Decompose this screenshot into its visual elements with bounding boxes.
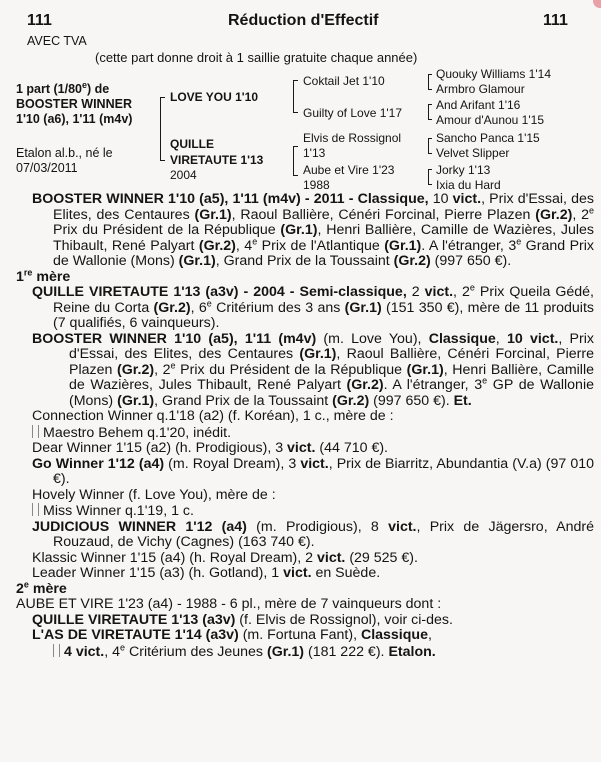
share-note: (cette part donne droit à 1 saillie gratuite chaque année): [95, 50, 418, 65]
pedigree-sire-sire: Coktail Jet 1'10: [303, 74, 385, 88]
produce-go-winner: Go Winner 1'12 (a4) (m. Royal Dream), 3 vict., Prix de Biarritz, Abundantia (V.a) (97 010 €).: [32, 455, 594, 487]
horse-performance: BOOSTER WINNER 1'10 (a5), 1'11 (m4v) - 2011 - Classique, 10 vict., Prix d'Essai, des Elites, des Centaures (Gr.1), Raoul Ballière, Cénéri Forcinal, Pierre Plazen (Gr.2), 2e Prix du Président de la République (Gr.1), Henri Ballière, Camille de Wazières, Jules Thibault, René Palyart (Gr.2), 4e Prix de l'Atlantique (Gr.1). A l'étranger, 3e Grand Prix de Wallonie (Mons) (Gr.1), Grand Prix de la Toussaint (Gr.2) (997 650 €).: [32, 191, 595, 269]
pedigree-sdd: Amour d'Aunou 1'15: [436, 113, 544, 127]
section-first-dam: 1re mère: [16, 266, 71, 285]
dam-performance: QUILLE VIRETAUTE 1'13 (a3v) - 2004 - Semi-classique, 2 vict., 2e Prix Queila Gédé, Reine du Corta (Gr.2), 6e Critérium des 3 ans (Gr.1) (151 350 €), mère de 11 produits (7 qualifiés, 6 vainqueurs).: [32, 282, 594, 331]
lot-number-right: 111: [543, 12, 568, 29]
produce-dear-winner: Dear Winner 1'15 (a2) (h. Prodigious), 3 vict. (44 710 €).: [32, 440, 388, 456]
page-title: Réduction d'Effectif: [228, 12, 379, 29]
lot-description-1: Etalon al.b., né le: [16, 146, 113, 160]
lot-number-left: 111: [27, 12, 52, 29]
pedigree-ssd: Armbro Glamour: [436, 82, 525, 96]
lot-records: 1'10 (a6), 1'11 (m4v): [16, 112, 133, 126]
pedigree-ddd: Ixia du Hard: [436, 178, 501, 192]
page-corner-marker: [593, 0, 601, 8]
pedigree-sire-dam: Guilty of Love 1'17: [303, 106, 403, 120]
grandproduce-miss-winner: Miss Winner q.1'19, 1 c.: [16, 503, 594, 520]
pedigree-dsd: Velvet Slipper: [436, 146, 510, 160]
pedigree-sss: Quouky Williams 1'14: [436, 67, 551, 81]
lot-horse-name: BOOSTER WINNER: [16, 97, 132, 111]
pedigree-dam-year: 2004: [170, 168, 197, 182]
performance-text: [16, 192, 594, 660]
pedigree-sds: And Arifant 1'16: [436, 98, 521, 112]
pedigree-dam-dam-year: 1988: [303, 178, 330, 192]
pedigree-dam-name-2: VIRETAUTE 1'13: [170, 153, 264, 167]
pedigree-dam-sire-record: 1'13: [303, 146, 326, 160]
pedigree-dss: Sancho Panca 1'15: [436, 131, 540, 145]
section-second-dam: 2e mère: [16, 578, 67, 597]
vat-label: AVEC TVA: [27, 34, 87, 48]
produce-judicious-winner: JUDICIOUS WINNER 1'12 (a4) (m. Prodigious), 8 vict., Prix de Jägersro, André Rouzaud, de Vichy (Cagnes) (163 740 €).: [32, 518, 594, 550]
produce-booster-winner: BOOSTER WINNER 1'10 (a5), 1'11 (m4v) (m. Love You), Classique, 10 vict., Prix d'Essai, des Elites, des Centaures (Gr.1), Raoul Ballière, Cénéri Forcinal, Pierre Plazen (Gr.2), 2e Prix du Président de la République (Gr.1), Henri Ballière, Camille de Wazières, Jules Thibault, René Palyart (Gr.2). A l'étranger, 3e GP de Wallonie (Mons) (Gr.1), Grand Prix de la Toussaint (Gr.2) (997 650 €). Et.: [32, 330, 595, 409]
produce-las-de-viretaute: L'AS DE VIRETAUTE 1'14 (a3v) (m. Fortuna Fant), Classique, 4 vict., 4e Critérium des Jeunes (Gr.1) (181 222 €). Etalon.: [32, 627, 436, 660]
produce-connection-winner: Connection Winner q.1'18 (a2) (f. Koréan), 1 c., mère de :: [32, 408, 394, 424]
produce-klassic-winner: Klassic Winner 1'15 (a4) (h. Royal Dream), 2 vict. (29 525 €).: [32, 549, 418, 566]
pedigree-dam-sire: Elvis de Rossignol: [303, 131, 402, 145]
produce-hovely-winner: Hovely Winner (f. Love You), mère de :: [32, 486, 276, 503]
pedigree-dds: Jorky 1'13: [436, 163, 491, 177]
pedigree-dam-dam: Aube et Vire 1'23: [303, 163, 395, 177]
second-dam-performance: AUBE ET VIRE 1'23 (a4) - 1988 - 6 pl., mère de 7 vainqueurs dont :: [16, 596, 442, 612]
produce-quille-viretaute: QUILLE VIRETAUTE 1'13 (a3v) (f. Elvis de Rossignol), voir ci-des.: [32, 611, 453, 628]
lot-description-2: 07/03/2011: [16, 161, 78, 175]
grandproduce-maestro-behem: Maestro Behem q.1'20, inédit.: [16, 425, 594, 442]
pedigree-sire: LOVE YOU 1'10: [170, 90, 259, 104]
share-line: 1 part (1/80e) de: [16, 79, 110, 96]
pedigree-dam-name-1: QUILLE: [170, 137, 214, 151]
produce-leader-winner: Leader Winner 1'15 (a3) (h. Gotland), 1 vict. en Suède.: [32, 565, 381, 581]
